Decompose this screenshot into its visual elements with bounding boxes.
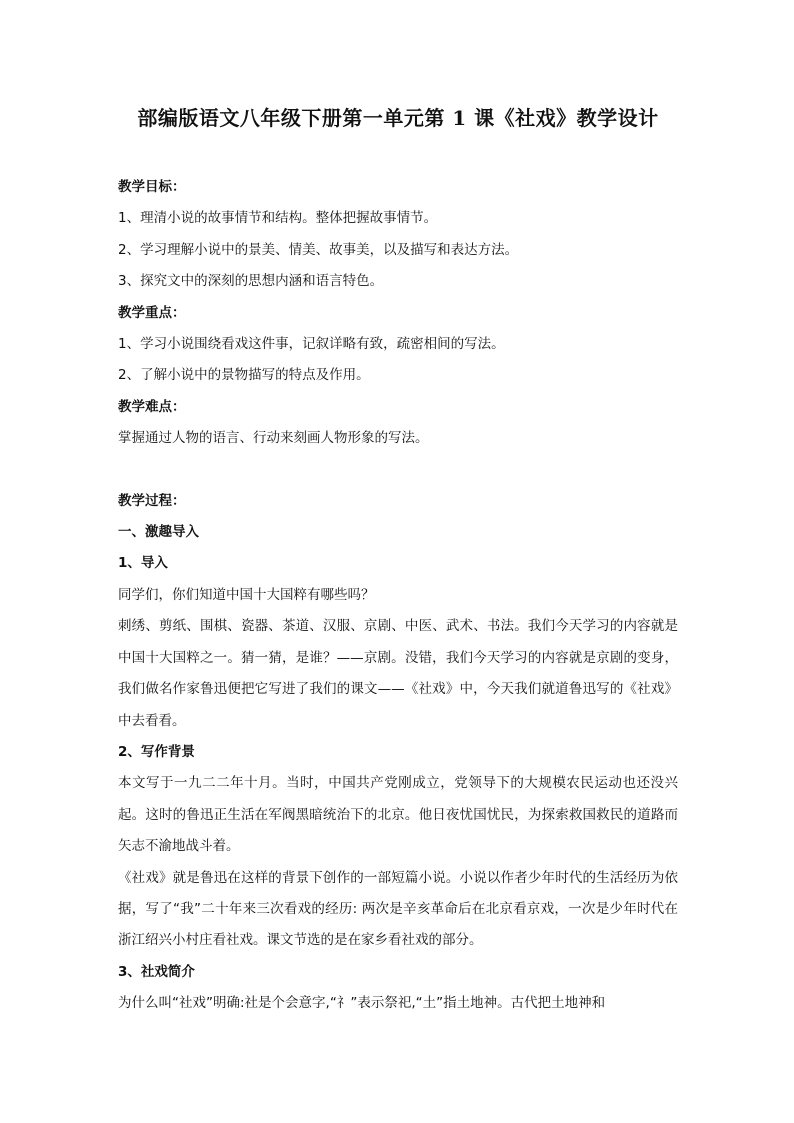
difficulties-text: 掌握通过人物的语言、行动来刻画人物形象的写法。 [118, 430, 429, 447]
intro-question: 同学们，你们知道中国十大国粹有哪些吗？ [118, 586, 375, 603]
document-title: 部编版语文八年级下册第一单元第 1 课《社戏》教学设计 [137, 106, 659, 130]
intro-paragraph: 刺绣、剪纸、围棋、瓷器、茶道、汉服、京剧、中医、武术、书法。我们今天学习的内容就是中国十大国粹之一。猜一猜，是谁？——京剧。没错，我们今天学习的内容就是京剧的变身，我们做名作家鲁迅便把它写进了我们的课文——《社戏》中，今天我们就道鲁迅写的《社戏》中去看看。 [118, 618, 678, 729]
objective-item: 1、理清小说的故事情节和结构。整体把握故事情节。 [118, 210, 438, 227]
objective-item: 3、探究文中的深刻的思想内涵和语言特色。 [118, 273, 384, 290]
objectives-heading: 教学目标： [118, 179, 186, 195]
section-heading: 一、激趣导入 [118, 524, 199, 541]
shexi-intro-paragraph: 为什么叫“社戏”明确:社是个会意字,“礻”表示祭祀,“土”指土地神。古代把土地神和 [118, 995, 606, 1012]
key-points-heading: 教学重点： [118, 304, 186, 321]
process-heading: 教学过程： [118, 492, 186, 509]
objective-item: 2、学习理解小说中的景美、情美、故事美，以及描写和表达方法。 [118, 241, 519, 258]
spacer [118, 455, 678, 486]
document-body [118, 172, 678, 1020]
difficulties-heading: 教学难点： [118, 398, 186, 415]
key-point-item: 2、了解小说中的景物描写的特点及作用。 [118, 367, 370, 384]
background-heading: 2、写作背景 [118, 743, 195, 760]
background-paragraph: 本文写于一九二二年十月。当时，中国共产党刚成立，党领导下的大规模农民运动也还没兴起。这时的鲁迅正生活在军阀黑暗统治下的北京。他日夜忧国忧民，为探索救国救民的道路而矢志不渝地战斗着。 [118, 775, 678, 855]
key-point-item: 1、学习小说围绕看戏这件事，记叙详略有致，疏密相间的写法。 [118, 336, 505, 353]
shexi-intro-heading: 3、社戏简介 [118, 963, 195, 980]
intro-heading: 1、导入 [118, 555, 168, 572]
background-paragraph: 《社戏》就是鲁迅在这样的背景下创作的一部短篇小说。小说以作者少年时代的生活经历为依据，写了“我”二十年来三次看戏的经历: 两次是辛亥革命后在北京看京戏，一次是少年时代在浙江绍兴小村庄看社戏。课文节选的是在家乡看社戏的部分。 [118, 869, 678, 949]
